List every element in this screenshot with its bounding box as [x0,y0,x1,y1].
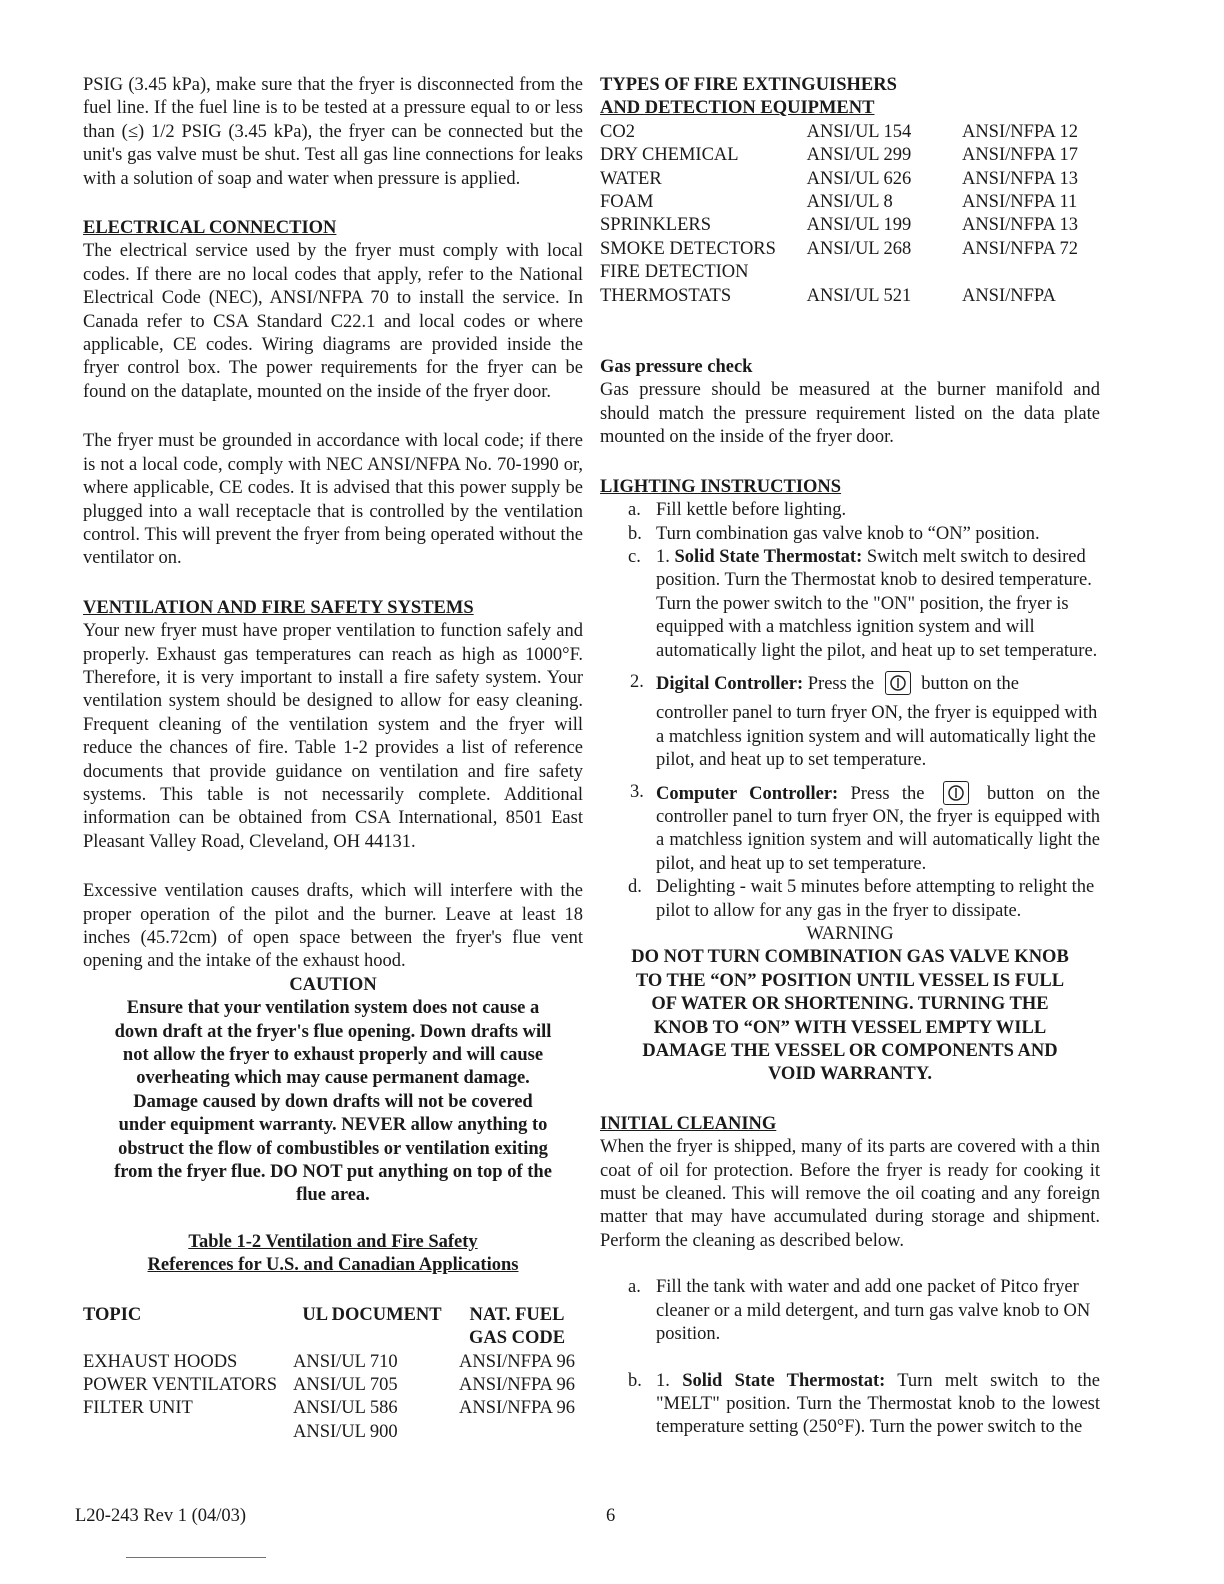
table-cell: ANSI/NFPA 13 [961,215,1078,236]
table-cell: ANSI/UL 900 [293,1421,398,1442]
table-row [600,121,1100,144]
cleaning-step-a-text: Fill the tank with water and add one packet of Pitco fryer cleaner or a mild detergent, and turn gas valve knob to ON position. [656,1277,1091,1345]
table-row [600,191,1100,214]
table-cell [962,261,1100,284]
table-cell: ANSI/NFPA 96 [458,1398,575,1419]
footer-divider [126,1557,266,1558]
ventilation-paragraph-2: Excessive ventilation causes drafts, which will interfere with the proper operation of the pilot and the burner. Leave at least 18 inches (45.72cm) of open space between the fryer's flue vent opening and the intake of the exhaust hood. [83,881,583,972]
table-cell: ANSI/UL 199 [806,215,912,236]
gas-check-heading: Gas pressure check [600,357,753,378]
table-cell: FOAM [600,192,654,213]
table-cell: ANSI/UL 521 [806,285,912,306]
table-row [83,1351,583,1374]
list-label: c. [628,546,641,567]
lighting-step-c1 [600,546,1100,663]
cleaning-b1-title: Solid State Thermostat: [682,1370,886,1391]
lighting-c2-title: Digital Controller: [656,673,804,694]
electrical-heading: ELECTRICAL CONNECTION [83,218,337,239]
table-cell: ANSI/UL 705 [293,1374,398,1395]
warning-text: DO NOT TURN COMBINATION GAS VALVE KNOB TO THE “ON” POSITION UNTIL VESSEL IS FULL OF WATER OR SHORTENING. TURNING THE KNOB TO “ON” WITH VESSEL EMPTY WILL DAMAGE THE VESSEL OR COMPONENTS AND VOID WARRANTY. [631,947,1069,1085]
lighting-step-a [600,499,1100,522]
lighting-c2-text: controller panel to turn fryer ON, the fryer is equipped with a matchless ignition system and will automatically light the pilot, and heat up to set temperature. [656,703,1098,771]
lighting-step-b [600,523,1100,546]
gas-check-text: Gas pressure should be measured at the burner manifold and should match the pressure requirement listed on the data plate mounted on the inside of the fryer door. [600,380,1100,448]
table-cell: ANSI/NFPA [961,285,1056,306]
caution-text: Ensure that your ventilation system does not cause a down draft at the fryer's flue opening. Down drafts will not allow the fryer to exhaust properly and will cause overheating which may cause permanent damage. Damage caused by down drafts will not be covered under equipment warranty. NEVER allow anything to obstruct the flow of combustibles or ventilation exiting from the fryer flue. DO NOT put anything on top of the flue area. [114,998,552,1206]
table-cell: POWER VENTILATORS [83,1374,278,1395]
lighting-c1-text: Switch melt switch to desired position. Turn the Thermostat knob to desired temperature. Turn the power switch to the "ON" position, the fryer is equipped with a matchless ignition system and will automatically light the pilot, and heat up to set temperature. [656,546,1098,661]
header-topic: TOPIC [83,1304,142,1325]
table-row [600,261,1100,284]
electrical-paragraph-1: The electrical service used by the fryer must comply with local codes. If there are no local codes that apply, refer to the National Electrical Code (NEC), ANSI/NFPA 70 to install the service. In Canada refer to CSA Standard C22.1 and local codes or where applicable, CE codes. Wiring diagrams are provided inside the fryer control box. The power requirements for the fryer can be found on the dataplate, mounted on the inside of the fryer door. [83,241,583,402]
intro-paragraph: PSIG (3.45 kPa), make sure that the fryer is disconnected from the fuel line. If the fuel line is to be tested at a pressure equal to or less than (≤) 1/2 PSIG (3.45 kPa), the fryer can be connected but the unit's gas valve must be shut. Test all gas line connections for leaks with a solution of soap and water when pressure is applied. [83,75,583,189]
sub-label: 2. [630,671,644,692]
list-label: b. [628,523,642,544]
list-label: d. [628,877,642,898]
table-row [600,238,1100,261]
cleaning-b1-text: Turn melt switch to the "MELT" position. Turn the Thermostat knob to the lowest temperature setting (250°F). Turn the power switch to the [656,1370,1100,1438]
table-row [600,285,1100,308]
warning-title: WARNING [806,924,894,944]
table-cell: CO2 [600,121,635,142]
cleaning-step-a [600,1276,1100,1346]
cleaning-heading: INITIAL CLEANING [600,1113,777,1134]
table-cell: ANSI/UL 8 [806,192,893,213]
table-cell: ANSI/UL 154 [806,121,912,142]
power-button-icon [943,781,969,805]
lighting-c2-post: button on the [921,673,1019,694]
lighting-step-d [600,876,1100,923]
table-row [600,144,1100,167]
table-row [83,1397,583,1420]
table-cell: ANSI/NFPA 96 [458,1374,575,1395]
document-id: L20-243 Rev 1 (04/03) [75,1506,247,1526]
cleaning-text: When the fryer is shipped, many of its parts are covered with a thin coat of oil for protection. Before the fryer is ready for cooking it must be cleaned. This will remove the oil coating and any foreign matter that may have accumulated during storage and shipment. Perform the cleaning as described below. [600,1137,1100,1251]
header-fuel-gas-code: NAT. FUEL GAS CODE [468,1304,566,1349]
lighting-step-c3 [600,781,1100,877]
table-header-row [83,1304,583,1351]
ventilation-heading: VENTILATION AND FIRE SAFETY SYSTEMS [83,597,474,618]
table-row [600,168,1100,191]
table-row [83,1374,583,1397]
table-cell: EXHAUST HOODS [83,1351,238,1372]
table-cell: ANSI/NFPA 96 [458,1351,575,1372]
list-label: a. [628,1277,641,1298]
table-cell: ANSI/NFPA 72 [961,238,1078,259]
cleaning-step-b [600,1370,1100,1440]
lighting-c3-title: Computer Controller: [656,783,839,804]
power-button-icon [885,671,911,695]
list-label: b. [628,1370,642,1391]
table-cell: SMOKE DETECTORS [600,238,776,259]
table-cell: FILTER UNIT [83,1398,193,1419]
right-column [600,74,1100,1440]
sub-label: 3. [630,781,644,802]
table-cell: ANSI/NFPA 11 [961,192,1078,213]
ventilation-reference-table [83,1304,583,1444]
table-cell: ANSI/UL 710 [293,1351,398,1372]
lighting-step-a-text: Fill kettle before lighting. [656,500,847,521]
table-title-line-2: References for U.S. and Canadian Applications [147,1255,519,1276]
sub-label: 1. [656,546,670,567]
table-row [83,1421,583,1444]
table-cell: ANSI/NFPA 17 [961,145,1078,166]
lighting-step-c2 [600,671,1100,773]
table-row [600,214,1100,237]
table-cell [807,261,962,284]
table-cell: ANSI/UL 268 [806,238,912,259]
lighting-heading: LIGHTING INSTRUCTIONS [600,476,842,497]
table-cell: THERMOSTATS [600,285,732,306]
types-heading-2: AND DETECTION EQUIPMENT [600,98,875,119]
table-cell: ANSI/NFPA 12 [961,121,1078,142]
table-cell: ANSI/NFPA 13 [961,168,1078,189]
table-cell: FIRE DETECTION [600,262,749,283]
table-cell: ANSI/UL 586 [293,1398,398,1419]
types-heading-1: TYPES OF FIRE EXTINGUISHERS [600,75,897,95]
table-cell: ANSI/UL 299 [806,145,912,166]
table-cell [451,1421,583,1444]
lighting-c3-post: button on the [987,783,1100,804]
table-cell: DRY CHEMICAL [600,145,739,166]
table-cell: SPRINKLERS [600,215,712,236]
lighting-c3-text: controller panel to turn fryer ON, the fryer is equipped with a matchless ignition system and will automatically light the pilot, and heat up to set temperature. [656,806,1100,874]
table-cell: ANSI/UL 626 [806,168,912,189]
lighting-step-d-text: Delighting - wait 5 minutes before attempting to relight the pilot to allow for any gas in the fryer to dissipate. [656,877,1095,921]
lighting-c3-pre: Press the [850,783,925,804]
caution-title: CAUTION [289,974,377,995]
list-label: a. [628,500,641,521]
left-column [83,74,583,1444]
electrical-paragraph-2: The fryer must be grounded in accordance with local code; if there is not a local code, comply with NEC ANSI/NFPA No. 70-1990 or, where applicable, CE codes. It is advised that this power supply be plugged into a wall receptacle that is controlled by the ventilation control. This will prevent the fryer from being operated without the ventilator on. [83,431,583,569]
lighting-step-b-text: Turn combination gas valve knob to “ON” position. [656,523,1040,544]
table-title-line-1: Table 1-2 Ventilation and Fire Safety [188,1231,478,1252]
lighting-c1-title: Solid State Thermostat: [674,546,863,567]
table-cell: WATER [600,168,662,189]
fire-extinguisher-table [600,121,1100,308]
ventilation-paragraph-1: Your new fryer must have proper ventilation to function safely and properly. Exhaust gas temperatures can reach as high as 1000°F. Therefore, it is very important to install a fire safety system. Your ventilation system should be designed to allow for easy cleaning. Frequent cleaning of the ventilation system and the fryer will reduce the chances of fire. Table 1-2 provides a list of reference documents that provide guidance on ventilation and fire safety systems. This table is not necessarily complete. Additional information can be obtained from CSA International, 8501 East Pleasant Valley Road, Cleveland, OH 44131. [83,621,583,852]
table-cell [83,1421,293,1444]
sub-label: 1. [656,1370,670,1391]
lighting-c2-pre: Press the [807,673,875,694]
page-number: 6 [606,1506,616,1526]
header-ul-document: UL DOCUMENT [302,1304,442,1325]
